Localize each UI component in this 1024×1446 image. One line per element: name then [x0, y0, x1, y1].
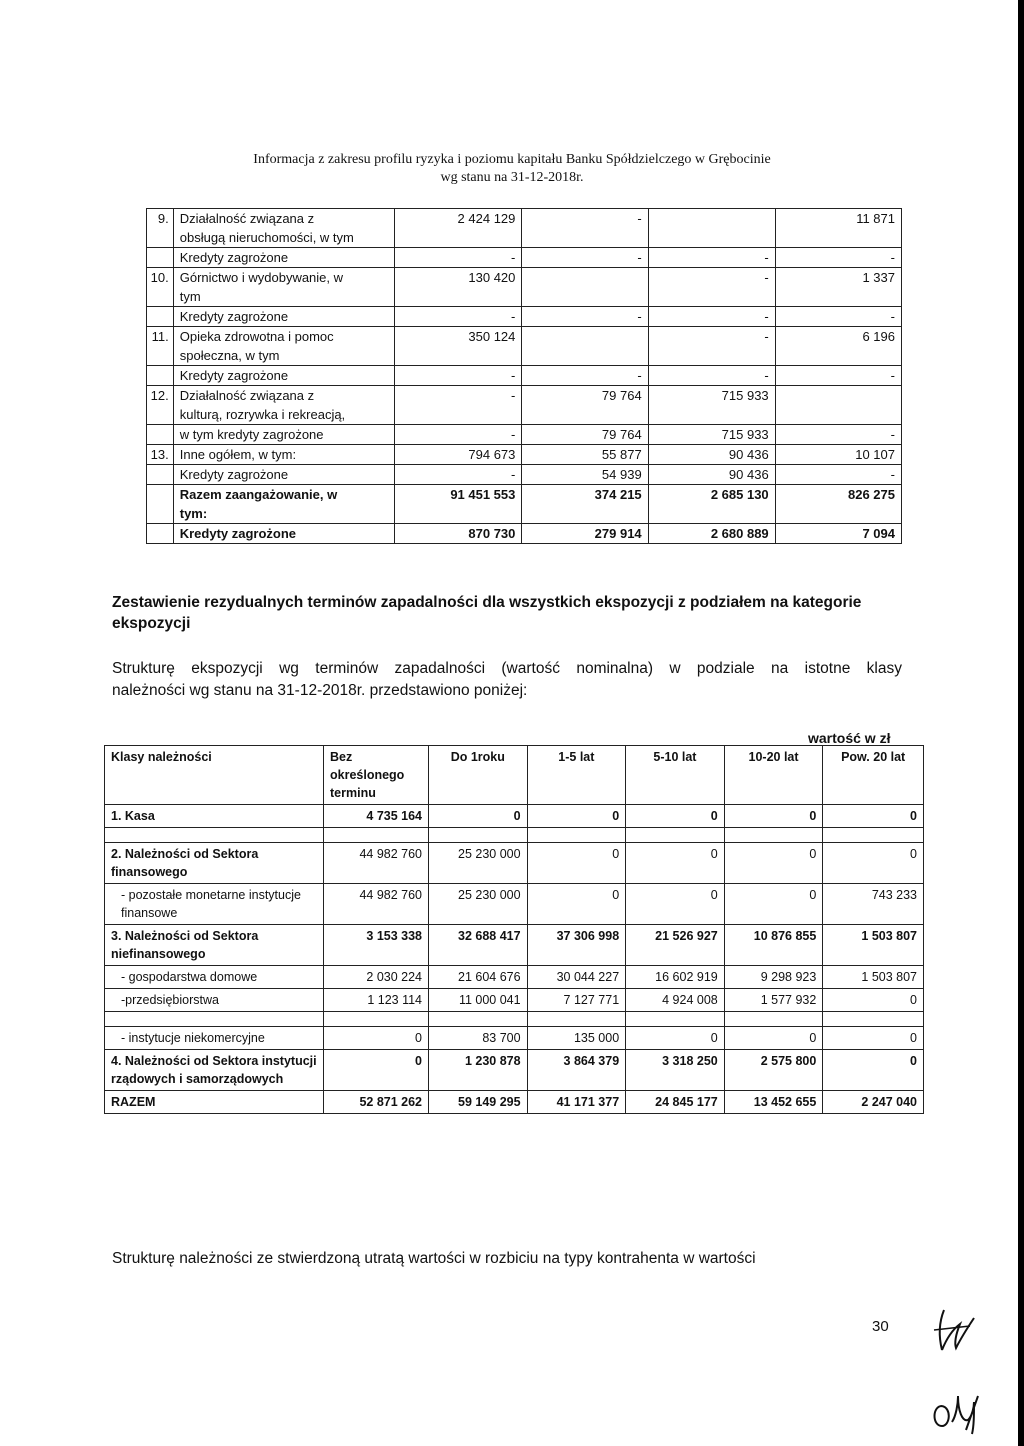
value-cell: 54 939	[522, 465, 648, 485]
value-cell: 25 230 000	[429, 884, 528, 925]
page-number: 30	[872, 1318, 889, 1335]
value-cell: 79 764	[522, 386, 648, 425]
spacer-cell	[105, 828, 324, 843]
table-row	[147, 524, 902, 544]
row-label-line: Kredyty zagrożone	[179, 368, 289, 383]
value-cell: 25 230 000	[429, 843, 528, 884]
value-cell: 21 604 676	[429, 966, 528, 989]
row-label-line: w tym kredyty zagrożone	[179, 427, 324, 442]
value-cell: 870 730	[394, 524, 521, 544]
value-cell	[775, 386, 901, 425]
table-row	[105, 925, 924, 966]
value-cell	[648, 209, 775, 248]
row-label-line: Kredyty zagrożone	[179, 309, 289, 324]
value-cell: 21 526 927	[626, 925, 725, 966]
value-cell: 2 680 889	[648, 524, 775, 544]
value-cell: 2 685 130	[648, 485, 775, 524]
value-cell: -	[775, 425, 901, 445]
row-label-line: Działalność związana z	[179, 211, 315, 226]
value-cell: 130 420	[394, 268, 521, 307]
value-cell: 0	[324, 1050, 429, 1091]
row-label-line: kulturą, rozrywka i rekreacją,	[179, 407, 346, 422]
value-cell: 0	[626, 805, 725, 828]
value-cell: 91 451 553	[394, 485, 521, 524]
table-row	[147, 268, 902, 307]
value-cell: 9 298 923	[724, 966, 823, 989]
value-cell: 135 000	[527, 1027, 626, 1050]
value-cell: -	[522, 248, 648, 268]
value-cell: 0	[527, 843, 626, 884]
value-cell: 1 577 932	[724, 989, 823, 1012]
value-cell	[522, 268, 648, 307]
row-label-line: obsługą nieruchomości, w tym	[179, 230, 354, 245]
row-label	[173, 307, 394, 327]
document-title: Informacja z zakresu profilu ryzyka i poziomu kapitału Banku Spółdzielczego w Grębocinie	[253, 152, 771, 167]
value-cell: 44 982 760	[324, 843, 429, 884]
value-cell: -	[394, 386, 521, 425]
table-row	[147, 485, 902, 524]
row-label-line: Opieka zdrowotna i pomoc	[179, 329, 334, 344]
row-number	[147, 465, 174, 485]
table-row	[147, 307, 902, 327]
row-label-line: tym:	[179, 506, 208, 521]
class-label: 4. Należności od Sektora instytucji rządowych i samorządowych	[105, 1050, 324, 1091]
column-header: 1-5 lat	[527, 746, 626, 805]
signature-initials-1	[930, 1300, 980, 1360]
spacer-cell	[429, 1012, 528, 1027]
row-number	[147, 524, 174, 544]
spacer-cell	[823, 1012, 924, 1027]
intro-paragraph-line-2: należności wg stanu na 31-12-2018r. przedstawiono poniżej:	[112, 682, 528, 699]
section-heading: Zestawienie rezydualnych terminów zapadalności dla wszystkich ekspozycji z podziałem na kategorie ekspozycji	[112, 594, 862, 632]
value-cell: -	[394, 425, 521, 445]
table-row	[105, 966, 924, 989]
value-cell: -	[775, 307, 901, 327]
value-cell: -	[648, 268, 775, 307]
value-cell: 10 107	[775, 445, 901, 465]
row-label	[173, 327, 394, 366]
value-cell: 83 700	[429, 1027, 528, 1050]
spacer-row	[105, 828, 924, 843]
value-cell: -	[522, 209, 648, 248]
table-row	[147, 425, 902, 445]
value-cell: 90 436	[648, 445, 775, 465]
value-cell: 1 503 807	[823, 925, 924, 966]
table-row	[105, 884, 924, 925]
value-cell: 0	[724, 843, 823, 884]
value-cell	[522, 327, 648, 366]
value-cell: -	[522, 366, 648, 386]
value-cell: 0	[823, 989, 924, 1012]
value-cell: 0	[527, 884, 626, 925]
class-label: 3. Należności od Sektora niefinansowego	[105, 925, 324, 966]
value-cell: 374 215	[522, 485, 648, 524]
table-row	[105, 843, 924, 884]
value-cell: 32 688 417	[429, 925, 528, 966]
value-cell: 90 436	[648, 465, 775, 485]
row-label	[173, 445, 394, 465]
value-cell: 0	[823, 1027, 924, 1050]
row-label-line: Kredyty zagrożone	[179, 250, 289, 265]
value-cell: 1 230 878	[429, 1050, 528, 1091]
row-number: 9.	[147, 209, 174, 248]
value-cell: 2 247 040	[823, 1091, 924, 1114]
row-number: 12.	[147, 386, 174, 425]
table-row	[147, 327, 902, 366]
value-cell: 4 735 164	[324, 805, 429, 828]
value-cell: 0	[823, 1050, 924, 1091]
spacer-cell	[823, 828, 924, 843]
row-number	[147, 485, 174, 524]
value-cell: -	[775, 366, 901, 386]
row-label-line: społeczna, w tym	[179, 348, 280, 363]
sector-exposure-table	[146, 208, 902, 544]
row-label-line: tym	[179, 289, 201, 304]
value-cell: 0	[429, 805, 528, 828]
value-cell: 41 171 377	[527, 1091, 626, 1114]
value-cell: 0	[626, 884, 725, 925]
column-header: 5-10 lat	[626, 746, 725, 805]
row-number	[147, 366, 174, 386]
value-cell: 0	[823, 843, 924, 884]
class-label: - instytucje niekomercyjne	[105, 1027, 324, 1050]
table-row	[147, 366, 902, 386]
row-number: 10.	[147, 268, 174, 307]
row-label-line: Razem zaangażowanie, w	[179, 487, 338, 502]
row-number: 11.	[147, 327, 174, 366]
value-cell: 715 933	[648, 386, 775, 425]
value-cell: 0	[324, 1027, 429, 1050]
value-cell: 30 044 227	[527, 966, 626, 989]
row-label	[173, 366, 394, 386]
table-row	[105, 1050, 924, 1091]
table-row	[105, 989, 924, 1012]
value-cell: 2 030 224	[324, 966, 429, 989]
row-label	[173, 465, 394, 485]
row-label-line: Kredyty zagrożone	[179, 467, 289, 482]
spacer-cell	[527, 1012, 626, 1027]
table-row	[105, 805, 924, 828]
row-label-line: Inne ogółem, w tym:	[179, 447, 297, 462]
value-cell: 6 196	[775, 327, 901, 366]
row-label	[173, 386, 394, 425]
value-cell: -	[394, 307, 521, 327]
row-number	[147, 248, 174, 268]
column-header: Pow. 20 lat	[823, 746, 924, 805]
value-cell: 0	[626, 843, 725, 884]
value-cell: 0	[724, 805, 823, 828]
value-cell: 0	[724, 1027, 823, 1050]
value-cell: 826 275	[775, 485, 901, 524]
value-cell: 10 876 855	[724, 925, 823, 966]
spacer-cell	[324, 828, 429, 843]
class-label: -przedsiębiorstwa	[105, 989, 324, 1012]
row-label	[173, 524, 394, 544]
table-row	[147, 386, 902, 425]
value-cell: 3 864 379	[527, 1050, 626, 1091]
value-cell: 0	[527, 805, 626, 828]
spacer-cell	[724, 1012, 823, 1027]
class-label: - pozostałe monetarne instytucje finansowe	[105, 884, 324, 925]
class-label: 2. Należności od Sektora finansowego	[105, 843, 324, 884]
row-label	[173, 248, 394, 268]
table-row	[105, 1027, 924, 1050]
value-cell: -	[648, 366, 775, 386]
value-cell: 16 602 919	[626, 966, 725, 989]
spacer-cell	[105, 1012, 324, 1027]
row-label	[173, 485, 394, 524]
value-cell: -	[648, 327, 775, 366]
value-cell: -	[775, 248, 901, 268]
unit-label: wartość w zł	[808, 730, 891, 746]
value-cell: -	[648, 307, 775, 327]
signature-initials-2	[928, 1386, 984, 1436]
table-row	[147, 445, 902, 465]
document-date: wg stanu na 31-12-2018r.	[440, 170, 584, 185]
spacer-cell	[626, 828, 725, 843]
value-cell: 350 124	[394, 327, 521, 366]
row-label-line: Górnictwo i wydobywanie, w	[179, 270, 344, 285]
value-cell: 1 123 114	[324, 989, 429, 1012]
spacer-cell	[724, 828, 823, 843]
value-cell: 7 094	[775, 524, 901, 544]
intro-paragraph-line-1: Strukturę ekspozycji wg terminów zapadalności (wartość nominalna) w podziale na istotne klasy	[112, 660, 902, 677]
column-header: Klasy należności	[105, 746, 324, 805]
spacer-row	[105, 1012, 924, 1027]
spacer-cell	[429, 828, 528, 843]
value-cell: 37 306 998	[527, 925, 626, 966]
class-label: 1. Kasa	[105, 805, 324, 828]
value-cell: 79 764	[522, 425, 648, 445]
value-cell: 2 424 129	[394, 209, 521, 248]
row-number	[147, 425, 174, 445]
row-label	[173, 425, 394, 445]
value-cell: 0	[823, 805, 924, 828]
value-cell: 59 149 295	[429, 1091, 528, 1114]
scan-edge	[1018, 0, 1024, 1446]
value-cell: 2 575 800	[724, 1050, 823, 1091]
value-cell: 55 877	[522, 445, 648, 465]
column-header: 10-20 lat	[724, 746, 823, 805]
value-cell: 7 127 771	[527, 989, 626, 1012]
spacer-cell	[324, 1012, 429, 1027]
value-cell: 44 982 760	[324, 884, 429, 925]
value-cell: -	[394, 465, 521, 485]
value-cell: 1 337	[775, 268, 901, 307]
value-cell: 4 924 008	[626, 989, 725, 1012]
value-cell: -	[394, 366, 521, 386]
value-cell: 279 914	[522, 524, 648, 544]
value-cell: 0	[724, 884, 823, 925]
value-cell: 3 318 250	[626, 1050, 725, 1091]
value-cell: -	[648, 248, 775, 268]
row-label	[173, 209, 394, 248]
value-cell: 52 871 262	[324, 1091, 429, 1114]
value-cell: 794 673	[394, 445, 521, 465]
table-row	[147, 465, 902, 485]
class-label: - gospodarstwa domowe	[105, 966, 324, 989]
column-header: Do 1roku	[429, 746, 528, 805]
impaired-receivables-paragraph: Strukturę należności ze stwierdzoną utratą wartości w rozbiciu na typy kontrahenta w wartości	[112, 1250, 756, 1267]
value-cell: 24 845 177	[626, 1091, 725, 1114]
table-row	[105, 1091, 924, 1114]
class-label: RAZEM	[105, 1091, 324, 1114]
value-cell: 11 871	[775, 209, 901, 248]
value-cell: 3 153 338	[324, 925, 429, 966]
value-cell: 743 233	[823, 884, 924, 925]
value-cell: 11 000 041	[429, 989, 528, 1012]
header-row	[105, 746, 924, 805]
spacer-cell	[527, 828, 626, 843]
row-number: 13.	[147, 445, 174, 465]
row-number	[147, 307, 174, 327]
row-label-line: Działalność związana z	[179, 388, 315, 403]
row-label-line: Kredyty zagrożone	[179, 526, 297, 541]
value-cell: 0	[626, 1027, 725, 1050]
value-cell: -	[775, 465, 901, 485]
row-label	[173, 268, 394, 307]
table-row	[147, 248, 902, 268]
value-cell: 13 452 655	[724, 1091, 823, 1114]
value-cell: 715 933	[648, 425, 775, 445]
spacer-cell	[626, 1012, 725, 1027]
value-cell: -	[394, 248, 521, 268]
table-row	[147, 209, 902, 248]
value-cell: 1 503 807	[823, 966, 924, 989]
column-header: Bez określonego terminu	[324, 746, 429, 805]
maturity-table	[104, 745, 924, 1114]
value-cell: -	[522, 307, 648, 327]
